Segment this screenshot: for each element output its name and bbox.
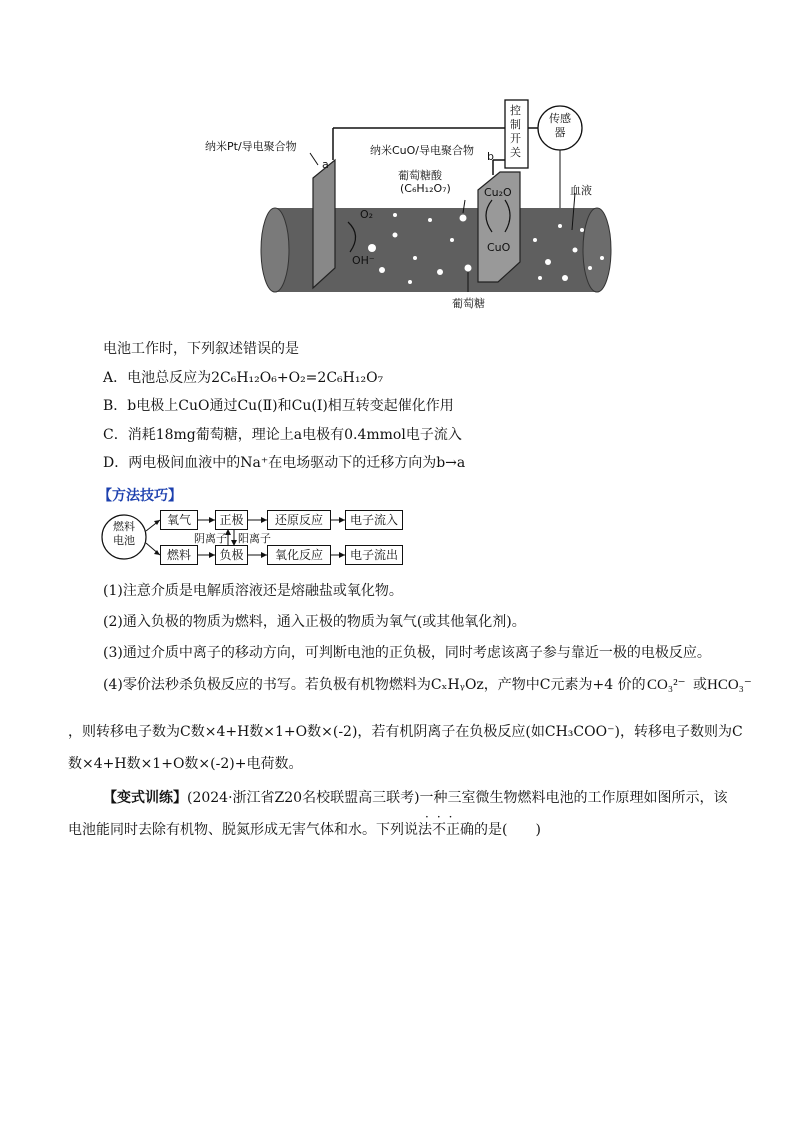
tip-3: (3)通过介质中离子的移动方向，可判断电池的正负极，同时考虑该离子参与靠近一极的电极反应。 (103, 645, 711, 661)
flow-start: 燃料电池 (113, 520, 135, 547)
label-control-switch: 控制开关 (510, 104, 521, 159)
electrode-a (313, 160, 335, 288)
flow-top-3: 还原反应 (267, 510, 331, 530)
label-blood: 血液 (570, 184, 592, 197)
flow-top-2: 正极 (215, 510, 248, 530)
method-title: 【方法技巧】 (98, 488, 182, 504)
tip-4: (4)零价法秒杀负极反应的书写。若负极有机物燃料为CₓHᵧOz，产物中C元素为+4 价的 (103, 677, 646, 693)
flow-cation: 阳离子 (238, 532, 271, 545)
flow-bottom-3: 氧化反应 (267, 545, 331, 565)
label-a: a (322, 158, 329, 171)
variant-line-2: 电池能同时去除有机物、脱氮形成无害气体和水。下列说法不正确的是( ) (68, 822, 541, 838)
flow-top-1: 氧气 (160, 510, 198, 530)
tip-4-line2: ，则转移电子数为C数×4+H数×1+O数×(-2)，若有机阴离子在负极反应(如CH₃COO⁻)，转移电子数则为C (68, 724, 743, 740)
variant-label: 【变式训练】 (103, 790, 187, 806)
emphasis-dots: ··· (425, 810, 461, 824)
question-stem: 电池工作时，下列叙述错误的是 (103, 341, 299, 357)
flow-anion: 阴离子 (194, 532, 227, 545)
flow-bottom-4: 电子流出 (345, 545, 403, 565)
tip-1: (1)注意介质是电解质溶液还是熔融盐或氧化物。 (103, 583, 403, 599)
tip-4-or: 或 (693, 677, 707, 693)
label-oh: OH⁻ (352, 254, 375, 267)
label-pt-electrode: 纳米Pt/导电聚合物 (205, 140, 297, 153)
option-b: B．b电极上CuO通过Cu(Ⅱ)和Cu(Ⅰ)相互转变起催化作用 (103, 398, 454, 414)
variant-line-1 (103, 788, 728, 808)
electrode-diagram (0, 0, 800, 330)
option-a: A．电池总反应为2C₆H₁₂O₆+O₂=2C₆H₁₂O₇ (103, 370, 384, 386)
flow-bottom-1: 燃料 (160, 545, 198, 565)
option-d: D．两电极间血液中的Na⁺在电场驱动下的迁移方向为b→a (103, 455, 466, 471)
tip-4-co3: CO₃²⁻ (647, 677, 686, 693)
label-gluconic-acid: 葡萄糖酸 (398, 169, 442, 182)
label-sensor: 传感器 (549, 112, 571, 139)
flow-top-4: 电子流入 (345, 510, 403, 530)
label-cuo-electrode: 纳米CuO/导电聚合物 (370, 144, 475, 157)
label-glucose: 葡萄糖 (452, 297, 485, 310)
label-cu2o: Cu₂O (484, 186, 512, 199)
label-gluconic-formula: (C₆H₁₂O₇) (400, 182, 451, 195)
tip-4-line3: 数×4+H数×1+O数×(-2)+电荷数。 (68, 756, 303, 772)
variant-text-1: (2024·浙江省Z20名校联盟高三联考)一种三室微生物燃料电池的工作原理如图所示，该 (187, 790, 728, 806)
tip-4-hco3: HCO₃⁻ (707, 677, 752, 693)
option-c: C．消耗18mg葡萄糖，理论上a电极有0.4mmol电子流入 (103, 427, 462, 443)
label-o2: O₂ (360, 208, 374, 221)
label-cuo: CuO (487, 241, 511, 254)
flow-bottom-2: 负极 (215, 545, 248, 565)
tip-2: (2)通入负极的物质为燃料，通入正极的物质为氧气(或其他氧化剂)。 (103, 614, 526, 630)
label-b: b (487, 150, 494, 163)
